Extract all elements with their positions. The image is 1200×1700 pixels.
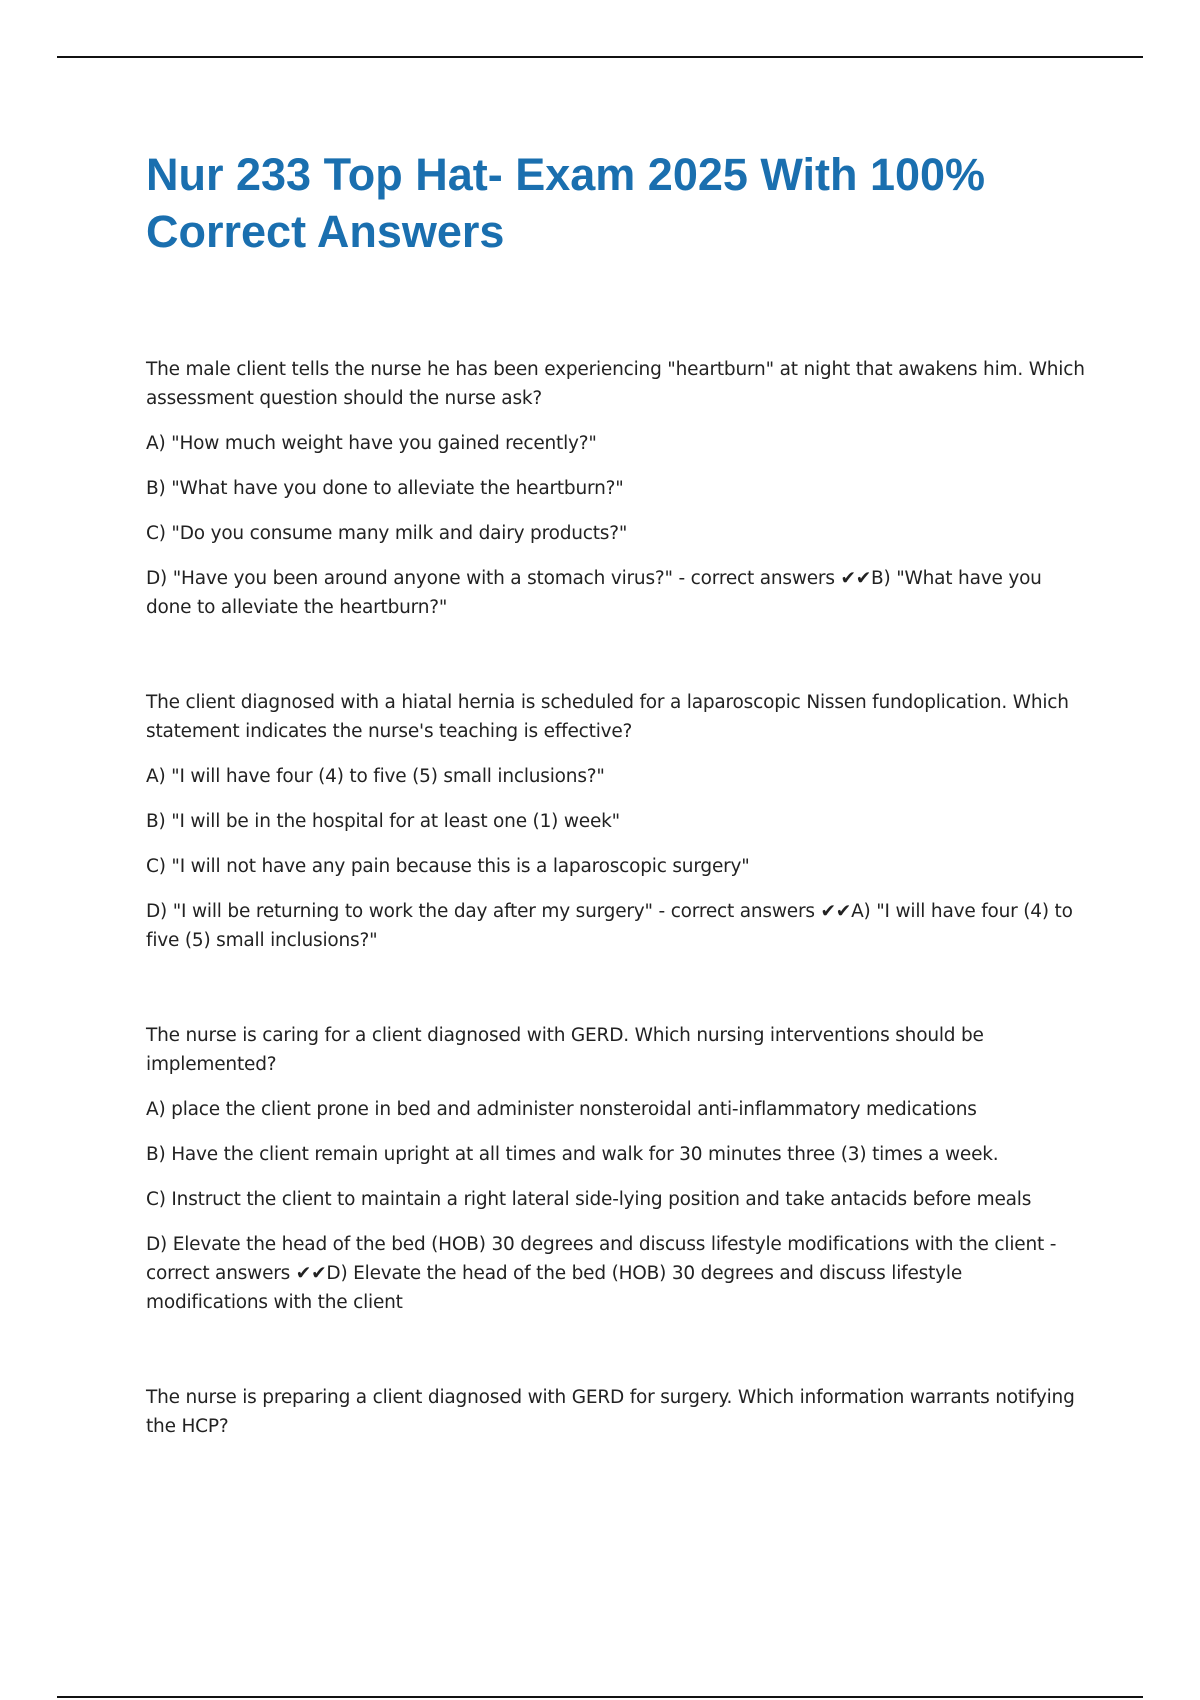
answer-option-d-with-key: D) "Have you been around anyone with a stomach virus?" - correct answers ✔✔B) "What have you done to alleviate the heartburn?" [146,568,1042,618]
answer-option-c: C) "I will not have any pain because this is a laparoscopic surgery" [146,856,750,877]
answer-option-c: C) "Do you consume many milk and dairy products?" [146,523,628,544]
answer-option-a: A) place the client prone in bed and administer nonsteroidal anti-inflammatory medications [146,1099,977,1120]
question-stem: The client diagnosed with a hiatal hernia is scheduled for a laparoscopic Nissen fundoplication. Which statement indicates the nurse's teaching is effective? [146,692,1069,742]
question-list [146,355,1086,1441]
question-block-1 [146,355,1086,622]
document-page [146,146,1086,1507]
answer-option-b: B) "I will be in the hospital for at least one (1) week" [146,811,620,832]
footer-rule [57,1696,1143,1698]
question-block-4 [146,1383,1086,1441]
answer-option-b: B) Have the client remain upright at all times and walk for 30 minutes three (3) times a week. [146,1144,999,1165]
document-title [146,146,1086,260]
answer-option-a: A) "I will have four (4) to five (5) small inclusions?" [146,766,605,787]
answer-option-a: A) "How much weight have you gained recently?" [146,433,597,454]
header-rule [57,56,1143,58]
question-stem: The nurse is caring for a client diagnosed with GERD. Which nursing interventions should be implemented? [146,1025,984,1075]
title-line-1: Nur 233 Top Hat- Exam 2025 With 100% [146,149,986,200]
question-block-2 [146,688,1086,955]
answer-option-d-with-key: D) "I will be returning to work the day after my surgery" - correct answers ✔✔A) "I will have four (4) to five (5) small inclusions?" [146,901,1073,951]
answer-option-c: C) Instruct the client to maintain a right lateral side-lying position and take antacids before meals [146,1189,1032,1210]
answer-option-d-with-key: D) Elevate the head of the bed (HOB) 30 degrees and discuss lifestyle modifications with the client - correct answers ✔✔D) Elevate the head of the bed (HOB) 30 degrees and discuss lifestyle modifications with the client [146,1234,1057,1313]
answer-option-b: B) "What have you done to alleviate the heartburn?" [146,478,624,499]
title-line-2: Correct Answers [146,206,505,257]
question-stem: The nurse is preparing a client diagnosed with GERD for surgery. Which information warrants notifying the HCP? [146,1387,1075,1437]
question-stem: The male client tells the nurse he has been experiencing "heartburn" at night that awakens him. Which assessment question should the nurse ask? [146,359,1085,409]
question-block-3 [146,1021,1086,1317]
